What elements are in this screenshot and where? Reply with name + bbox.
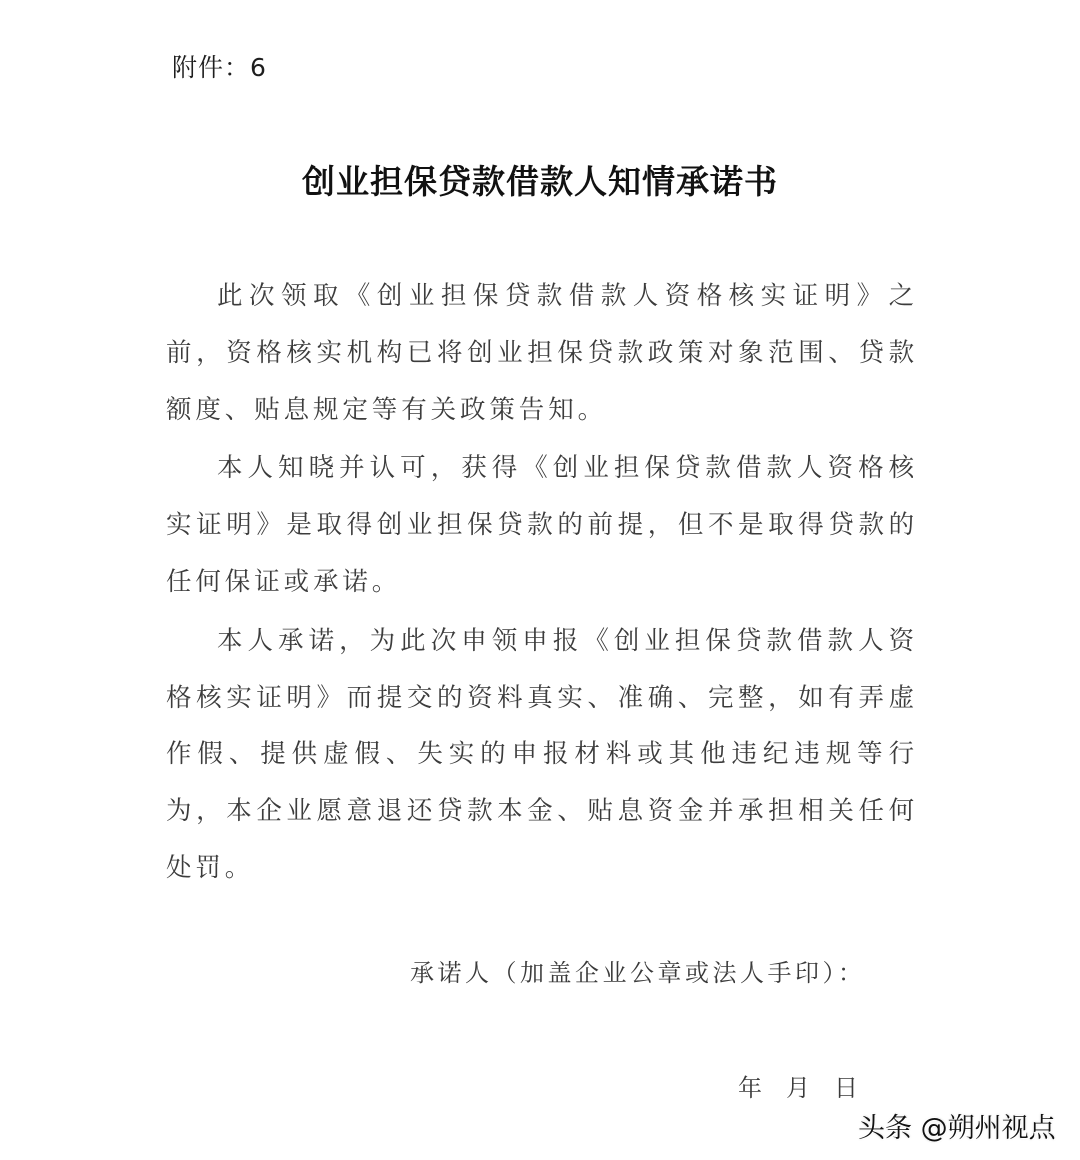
date-month-label: 月: [786, 1074, 810, 1102]
watermark: 头条 @朔州视点: [858, 1113, 1056, 1144]
attachment-label: 附件：6: [172, 53, 267, 82]
document-title: 创业担保贷款借款人知情承诺书: [302, 162, 778, 201]
paragraph-commitment: 本人承诺，为此次申领申报《创业担保贷款借款人资格核实证明》而提交的资料真实、准确、完整，如有弄虚作假、提供虚假、失实的申报材料或其他违纪违规等行为，本企业愿意退还贷款本金、贴息资金并承担相关任何处罚。: [166, 625, 918, 883]
document-body: [166, 268, 918, 897]
paragraph-acknowledgement: 本人知晓并认可，获得《创业担保贷款借款人资格核实证明》是取得创业担保贷款的前提，但不是取得贷款的任何保证或承诺。: [166, 453, 918, 597]
date-line: [738, 1068, 858, 1103]
paragraph-notice: 此次领取《创业担保贷款借款人资格核实证明》之前，资格核实机构已将创业担保贷款政策对象范围、贷款额度、贴息规定等有关政策告知。: [166, 281, 918, 425]
date-day-label: 日: [834, 1074, 858, 1102]
signature-line: 承诺人（加盖企业公章或法人手印）：: [410, 959, 866, 987]
date-year-label: 年: [738, 1074, 762, 1102]
